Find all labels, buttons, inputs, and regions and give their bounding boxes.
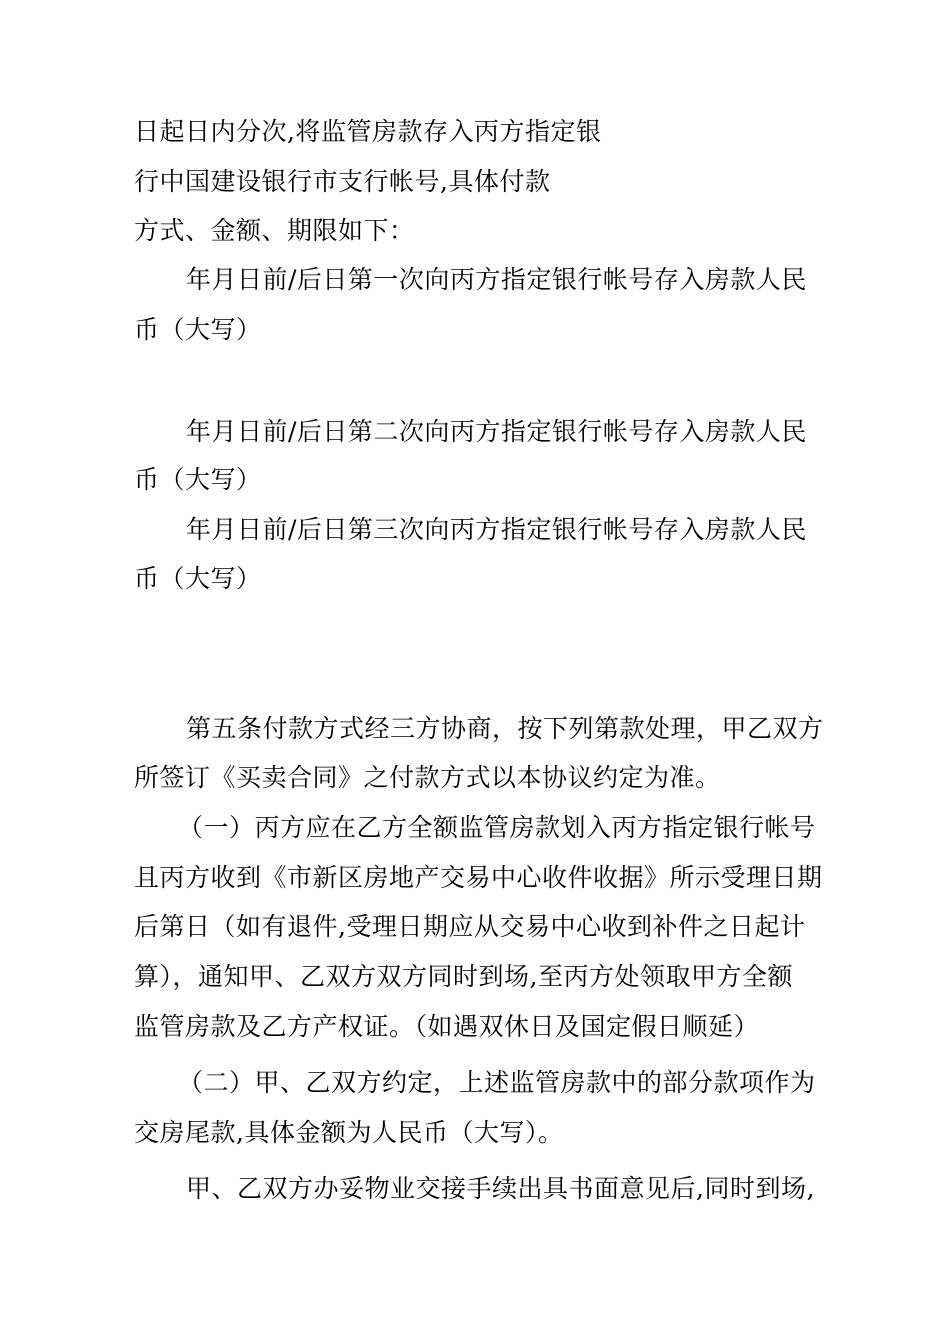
text-line: 年月日前/后日第一次向丙方指定银行帐号存入房款人民 [186, 265, 807, 294]
text-line: 币（大写） [134, 564, 262, 593]
text-line: 年月日前/后日第三次向丙方指定银行帐号存入房款人民 [186, 515, 807, 544]
text-line: 交房尾款,具体金额为人民币（大写）。 [134, 1118, 564, 1147]
text-line: （一）丙方应在乙方全额监管房款划入丙方指定银行帐号 [178, 813, 816, 842]
text-line: 年月日前/后日第二次向丙方指定银行帐号存入房款人民 [186, 417, 807, 446]
text-line: 后第日（如有退件,受理日期应从交易中心收到补件之日起计 [134, 912, 806, 941]
text-line: 币（大写） [134, 465, 262, 494]
text-line: 第五条付款方式经三方协商，按下列第款处理，甲乙双方 [186, 714, 824, 743]
text-line: 日起日内分次,将监管房款存入丙方指定银 [134, 117, 602, 146]
text-line: 方式、金额、期限如下： [134, 216, 415, 245]
text-line: （二）甲、乙双方约定，上述监管房款中的部分款项作为 [178, 1068, 816, 1097]
text-line: 币（大写） [134, 315, 262, 344]
text-line: 所签订《买卖合同》之付款方式以本协议约定为准。 [134, 763, 721, 792]
text-line: 甲、乙双方办妥物业交接手续出具书面意见后,同时到场, [186, 1174, 815, 1203]
text-line: 算），通知甲、乙双方双方同时到场,至丙方处领取甲方全额 [134, 962, 793, 991]
text-line: 监管房款及乙方产权证。（如遇双休日及国定假日顺延） [134, 1012, 760, 1041]
text-line: 且丙方收到《市新区房地产交易中心收件收据》所示受理日期 [134, 863, 823, 892]
text-line: 行中国建设银行市支行帐号,具体付款 [134, 167, 551, 196]
